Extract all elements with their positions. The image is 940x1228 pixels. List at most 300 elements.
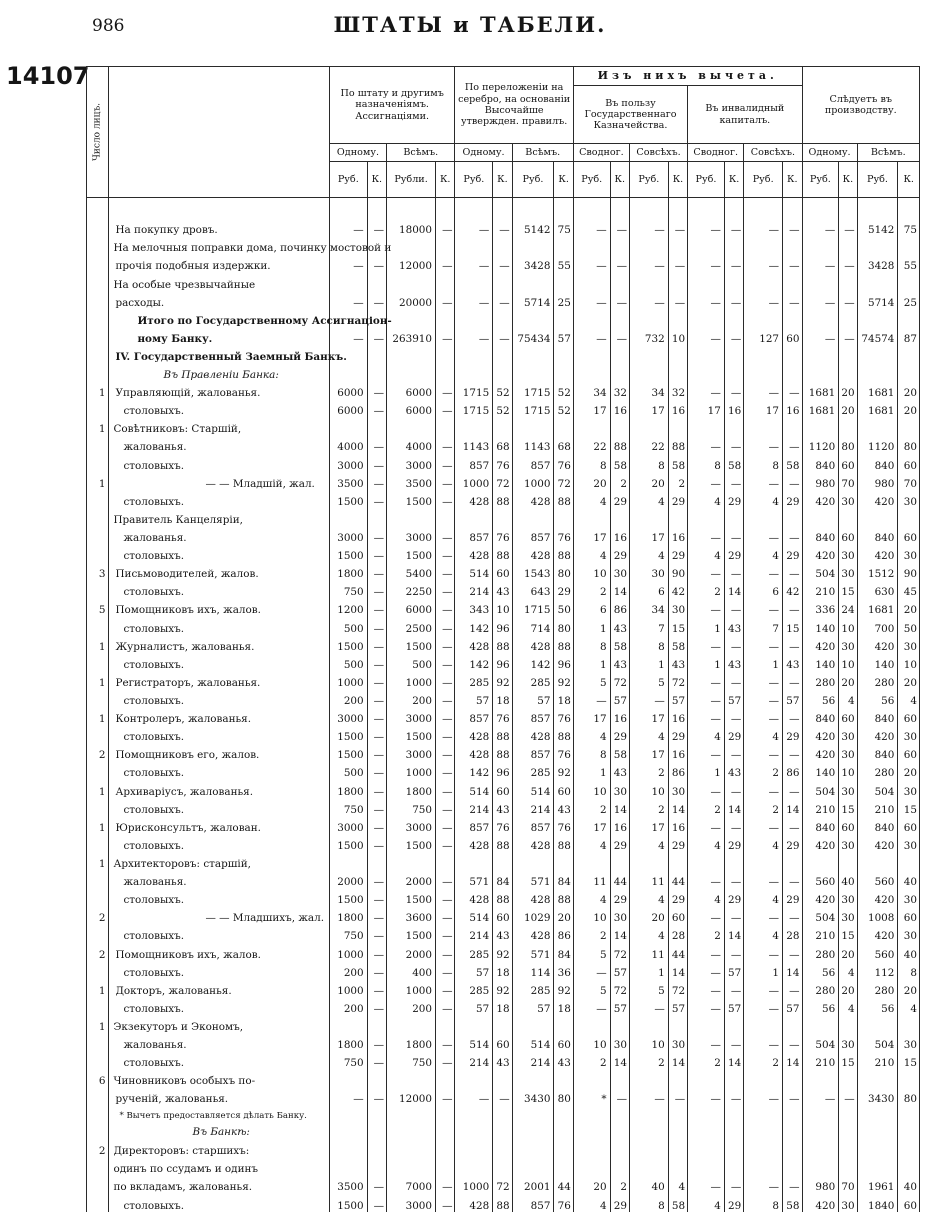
- rubles-cell: 22: [629, 436, 668, 454]
- rubles-cell: 1500: [387, 545, 436, 563]
- rubles-cell: 12000: [387, 255, 436, 273]
- rubles-cell: 112: [857, 961, 898, 979]
- kopecks-cell: [724, 345, 743, 363]
- kopecks-cell: 52: [493, 382, 512, 400]
- rubles-cell: [455, 1015, 493, 1033]
- kopecks-cell: 60: [493, 780, 512, 798]
- kopecks-cell: 20: [839, 382, 857, 400]
- rubles-cell: 428: [455, 490, 493, 508]
- kopecks-cell: 2: [610, 472, 629, 490]
- kopecks-cell: —: [724, 671, 743, 689]
- kopecks-cell: —: [367, 816, 386, 834]
- row-count: [87, 526, 109, 544]
- table-row: [87, 617, 920, 635]
- kopecks-cell: 70: [898, 472, 920, 490]
- table-row: [87, 798, 920, 816]
- rubles-cell: 420: [857, 545, 898, 563]
- kopecks-cell: 29: [610, 889, 629, 907]
- rubles-cell: —: [688, 291, 725, 309]
- rubles-cell: 420: [802, 635, 839, 653]
- rubles-cell: [387, 1070, 436, 1088]
- rubles-cell: 20: [573, 472, 610, 490]
- kopecks-cell: —: [367, 762, 386, 780]
- rubles-cell: 57: [455, 961, 493, 979]
- rubles-cell: —: [744, 870, 783, 888]
- kopecks-cell: —: [783, 635, 802, 653]
- rubles-cell: [857, 345, 898, 363]
- kopecks-cell: —: [668, 291, 687, 309]
- rubles-cell: [629, 1106, 668, 1121]
- rubles-cell: 1500: [329, 889, 367, 907]
- row-count: [87, 345, 109, 363]
- rubles-cell: 857: [512, 1193, 554, 1212]
- kopecks-cell: [724, 1106, 743, 1121]
- rubles-cell: —: [329, 1088, 367, 1106]
- kopecks-cell: [898, 345, 920, 363]
- kopecks-cell: 20: [839, 671, 857, 689]
- kopecks-cell: —: [367, 327, 386, 345]
- kopecks-cell: 87: [898, 327, 920, 345]
- rubles-cell: 428: [455, 744, 493, 762]
- rubles-cell: 2: [629, 762, 668, 780]
- row-description: столовыхъ.: [109, 889, 329, 907]
- rubles-cell: 1: [744, 961, 783, 979]
- rubles-cell: 420: [802, 726, 839, 744]
- rubles-cell: 2: [744, 1052, 783, 1070]
- rubles-cell: 750: [329, 581, 367, 599]
- kopecks-cell: 88: [554, 726, 573, 744]
- rubles-cell: 4: [688, 834, 725, 852]
- rubles-cell: —: [573, 961, 610, 979]
- kopecks-cell: —: [436, 907, 455, 925]
- kopecks-cell: 15: [783, 617, 802, 635]
- kopecks-cell: [554, 273, 573, 291]
- rubles-cell: 7: [744, 617, 783, 635]
- kopecks-cell: [724, 418, 743, 436]
- kopecks-cell: 14: [783, 798, 802, 816]
- unit-kop: К.: [554, 162, 573, 198]
- rubles-cell: 1715: [455, 400, 493, 418]
- kopecks-cell: 30: [898, 726, 920, 744]
- rubles-cell: 428: [512, 925, 554, 943]
- kopecks-cell: —: [724, 563, 743, 581]
- kopecks-cell: 28: [668, 925, 687, 943]
- unit-kop: К.: [493, 162, 512, 198]
- kopecks-cell: 20: [898, 400, 920, 418]
- rubles-cell: 714: [512, 617, 554, 635]
- kopecks-cell: 80: [898, 436, 920, 454]
- rubles-cell: 5714: [512, 291, 554, 309]
- rubles-cell: [744, 1015, 783, 1033]
- row-count: 1: [87, 1015, 109, 1033]
- row-description: столовыхъ.: [109, 1193, 329, 1212]
- kopecks-cell: 30: [898, 545, 920, 563]
- kopecks-cell: 88: [610, 436, 629, 454]
- kopecks-cell: [610, 418, 629, 436]
- kopecks-cell: 58: [610, 635, 629, 653]
- rubles-cell: [329, 1157, 367, 1175]
- rubles-cell: 4: [629, 726, 668, 744]
- kopecks-cell: 60: [898, 907, 920, 925]
- rubles-cell: 2: [688, 1052, 725, 1070]
- kopecks-cell: 60: [839, 816, 857, 834]
- kopecks-cell: [724, 508, 743, 526]
- table-row: [87, 1106, 920, 1121]
- rubles-cell: —: [688, 744, 725, 762]
- row-description: столовыхъ.: [109, 997, 329, 1015]
- rubles-cell: [329, 418, 367, 436]
- kopecks-cell: 29: [783, 490, 802, 508]
- rubles-cell: 142: [455, 653, 493, 671]
- rubles-cell: 1000: [329, 671, 367, 689]
- kopecks-cell: —: [436, 816, 455, 834]
- kopecks-cell: 58: [610, 744, 629, 762]
- kopecks-cell: 10: [493, 599, 512, 617]
- rubles-cell: 1543: [512, 563, 554, 581]
- kopecks-cell: 14: [610, 798, 629, 816]
- kopecks-cell: —: [367, 780, 386, 798]
- kopecks-cell: [783, 852, 802, 870]
- kopecks-cell: [839, 345, 857, 363]
- rubles-cell: 504: [857, 1033, 898, 1051]
- rubles-cell: —: [629, 255, 668, 273]
- table-row: [87, 309, 920, 327]
- unit-rub: Руб.: [512, 162, 554, 198]
- row-count: [87, 291, 109, 309]
- kopecks-cell: 44: [668, 943, 687, 961]
- kopecks-cell: —: [724, 198, 743, 237]
- rubles-cell: 1: [629, 961, 668, 979]
- row-description: Совѣтниковъ: Старшій,: [109, 418, 329, 436]
- row-description: столовыхъ.: [109, 617, 329, 635]
- kopecks-cell: [783, 508, 802, 526]
- rubles-cell: —: [688, 472, 725, 490]
- kopecks-cell: —: [367, 744, 386, 762]
- rubles-cell: [455, 508, 493, 526]
- rubles-cell: [387, 1106, 436, 1121]
- kopecks-cell: —: [436, 1175, 455, 1193]
- kopecks-cell: 43: [724, 653, 743, 671]
- table-body: [87, 198, 920, 1213]
- kopecks-cell: —: [436, 545, 455, 563]
- kopecks-cell: 43: [668, 653, 687, 671]
- kopecks-cell: —: [436, 943, 455, 961]
- kopecks-cell: 96: [554, 653, 573, 671]
- rubles-cell: [573, 273, 610, 291]
- row-count: [87, 925, 109, 943]
- kopecks-cell: [668, 1139, 687, 1157]
- kopecks-cell: 29: [668, 889, 687, 907]
- rubles-cell: [512, 852, 554, 870]
- rubles-cell: [387, 1139, 436, 1157]
- table-row: [87, 291, 920, 309]
- rubles-cell: —: [629, 997, 668, 1015]
- kopecks-cell: [436, 345, 455, 363]
- rubles-cell: —: [744, 943, 783, 961]
- row-count: 1: [87, 780, 109, 798]
- rubles-cell: 3000: [387, 816, 436, 834]
- kopecks-cell: [783, 1015, 802, 1033]
- rubles-cell: 2: [573, 925, 610, 943]
- kopecks-cell: 30: [839, 635, 857, 653]
- rubles-cell: [512, 1139, 554, 1157]
- rubles-cell: [857, 1139, 898, 1157]
- kopecks-cell: [898, 1157, 920, 1175]
- row-count: [87, 545, 109, 563]
- rubles-cell: 1500: [387, 889, 436, 907]
- kopecks-cell: —: [783, 780, 802, 798]
- rubles-cell: [744, 1121, 783, 1139]
- kopecks-cell: —: [367, 1193, 386, 1212]
- rubles-cell: [629, 1139, 668, 1157]
- rubles-cell: [802, 363, 839, 381]
- kopecks-cell: —: [367, 255, 386, 273]
- table-row: [87, 653, 920, 671]
- kopecks-cell: [493, 508, 512, 526]
- kopecks-cell: 4: [839, 961, 857, 979]
- table-row: [87, 1070, 920, 1088]
- rubles-cell: 20000: [387, 291, 436, 309]
- rubles-cell: 4: [688, 490, 725, 508]
- kopecks-cell: [554, 1070, 573, 1088]
- kopecks-cell: [493, 1139, 512, 1157]
- row-count: 2: [87, 907, 109, 925]
- unit-kop: К.: [436, 162, 455, 198]
- kopecks-cell: 88: [493, 635, 512, 653]
- kopecks-cell: 44: [668, 870, 687, 888]
- rubles-cell: [455, 418, 493, 436]
- kopecks-cell: 92: [554, 671, 573, 689]
- kopecks-cell: [367, 273, 386, 291]
- rubles-cell: 57: [455, 997, 493, 1015]
- rubles-cell: [688, 345, 725, 363]
- rubles-cell: 504: [802, 1033, 839, 1051]
- rubles-cell: 500: [329, 762, 367, 780]
- kopecks-cell: 43: [610, 762, 629, 780]
- kopecks-cell: —: [783, 907, 802, 925]
- rubles-cell: 2000: [387, 943, 436, 961]
- rubles-cell: [387, 508, 436, 526]
- rubles-cell: 504: [802, 780, 839, 798]
- kopecks-cell: 60: [668, 907, 687, 925]
- rubles-cell: [573, 852, 610, 870]
- rubles-cell: [688, 273, 725, 291]
- rubles-cell: 1715: [512, 599, 554, 617]
- rubles-cell: —: [688, 997, 725, 1015]
- row-count: 1: [87, 635, 109, 653]
- rubles-cell: 140: [802, 653, 839, 671]
- rubles-cell: 8: [744, 1193, 783, 1212]
- kopecks-cell: —: [367, 689, 386, 707]
- kopecks-cell: [610, 1015, 629, 1033]
- kopecks-cell: [493, 1106, 512, 1121]
- kopecks-cell: 96: [493, 762, 512, 780]
- rubles-cell: 280: [857, 762, 898, 780]
- kopecks-cell: 15: [668, 617, 687, 635]
- row-description: столовыхъ.: [109, 689, 329, 707]
- rubles-cell: 6000: [329, 400, 367, 418]
- header-treasury: Въ пользу Государственнаго Казначейства.: [574, 86, 688, 143]
- kopecks-cell: —: [493, 327, 512, 345]
- table-row: [87, 689, 920, 707]
- row-description: столовыхъ.: [109, 762, 329, 780]
- rubles-cell: 4: [629, 490, 668, 508]
- kopecks-cell: [493, 237, 512, 255]
- rubles-cell: [802, 345, 839, 363]
- table-row: [87, 961, 920, 979]
- rubles-cell: 857: [512, 744, 554, 762]
- row-description: столовыхъ.: [109, 653, 329, 671]
- rubles-cell: 4: [688, 545, 725, 563]
- sub-odnomu: Одному.: [455, 144, 512, 162]
- kopecks-cell: [724, 852, 743, 870]
- rubles-cell: 4: [573, 545, 610, 563]
- row-description: Помощниковъ ихъ, жалов.: [109, 599, 329, 617]
- rubles-cell: 40: [629, 1175, 668, 1193]
- kopecks-cell: —: [367, 563, 386, 581]
- unit-kop: К.: [668, 162, 687, 198]
- row-description: столовыхъ.: [109, 490, 329, 508]
- kopecks-cell: 16: [668, 526, 687, 544]
- kopecks-cell: —: [436, 327, 455, 345]
- kopecks-cell: 57: [668, 689, 687, 707]
- rubles-cell: [387, 363, 436, 381]
- kopecks-cell: —: [367, 834, 386, 852]
- kopecks-cell: 25: [898, 291, 920, 309]
- rubles-cell: [629, 852, 668, 870]
- kopecks-cell: 20: [898, 671, 920, 689]
- kopecks-cell: 84: [493, 870, 512, 888]
- kopecks-cell: [367, 1121, 386, 1139]
- row-description: столовыхъ.: [109, 545, 329, 563]
- rubles-cell: [512, 1070, 554, 1088]
- rubles-cell: 500: [329, 653, 367, 671]
- kopecks-cell: [436, 309, 455, 327]
- kopecks-cell: 43: [493, 925, 512, 943]
- rubles-cell: 514: [455, 780, 493, 798]
- kopecks-cell: 72: [610, 979, 629, 997]
- kopecks-cell: 32: [610, 382, 629, 400]
- kopecks-cell: —: [436, 472, 455, 490]
- kopecks-cell: —: [367, 671, 386, 689]
- kopecks-cell: —: [367, 490, 386, 508]
- kopecks-cell: [839, 508, 857, 526]
- kopecks-cell: 70: [839, 472, 857, 490]
- row-count: [87, 617, 109, 635]
- kopecks-cell: —: [610, 327, 629, 345]
- row-description: Контролеръ, жалованья.: [109, 708, 329, 726]
- kopecks-cell: 60: [839, 708, 857, 726]
- kopecks-cell: —: [783, 526, 802, 544]
- kopecks-cell: 43: [493, 1052, 512, 1070]
- rubles-cell: 1000: [329, 943, 367, 961]
- kopecks-cell: —: [436, 454, 455, 472]
- kopecks-cell: 14: [668, 961, 687, 979]
- kopecks-cell: 88: [554, 889, 573, 907]
- kopecks-cell: 18: [493, 961, 512, 979]
- rubles-cell: [744, 363, 783, 381]
- kopecks-cell: 68: [554, 436, 573, 454]
- rubles-cell: 840: [857, 526, 898, 544]
- unit-rub: Руб.: [857, 162, 898, 198]
- kopecks-cell: 60: [554, 1033, 573, 1051]
- rubles-cell: 75434: [512, 327, 554, 345]
- rubles-cell: 732: [629, 327, 668, 345]
- kopecks-cell: 50: [898, 617, 920, 635]
- kopecks-cell: [839, 273, 857, 291]
- rubles-cell: 420: [802, 1193, 839, 1212]
- kopecks-cell: —: [493, 1088, 512, 1106]
- kopecks-cell: [436, 1139, 455, 1157]
- kopecks-cell: —: [783, 979, 802, 997]
- kopecks-cell: —: [436, 997, 455, 1015]
- table-row: [87, 889, 920, 907]
- kopecks-cell: [668, 1106, 687, 1121]
- kopecks-cell: 58: [668, 454, 687, 472]
- rubles-cell: [802, 273, 839, 291]
- rubles-cell: 500: [329, 617, 367, 635]
- row-count: [87, 436, 109, 454]
- kopecks-cell: 57: [668, 997, 687, 1015]
- rubles-cell: 7: [629, 617, 668, 635]
- rubles-cell: 280: [802, 671, 839, 689]
- kopecks-cell: 76: [554, 1193, 573, 1212]
- unit-kop: К.: [610, 162, 629, 198]
- kopecks-cell: [724, 273, 743, 291]
- rubles-cell: 420: [857, 889, 898, 907]
- kopecks-cell: —: [724, 526, 743, 544]
- kopecks-cell: [724, 1121, 743, 1139]
- rubles-cell: [455, 1121, 493, 1139]
- row-count: 5: [87, 599, 109, 617]
- kopecks-cell: [783, 345, 802, 363]
- kopecks-cell: —: [668, 198, 687, 237]
- rubles-cell: 1715: [512, 382, 554, 400]
- kopecks-cell: 10: [839, 762, 857, 780]
- kopecks-cell: [493, 1157, 512, 1175]
- kopecks-cell: 4: [668, 1175, 687, 1193]
- kopecks-cell: 29: [724, 490, 743, 508]
- rubles-cell: [629, 273, 668, 291]
- kopecks-cell: 72: [610, 943, 629, 961]
- kopecks-cell: [839, 309, 857, 327]
- row-count: [87, 1106, 109, 1121]
- row-description: Экзекуторъ и Экономъ,: [109, 1015, 329, 1033]
- row-description: столовыхъ.: [109, 400, 329, 418]
- row-count: [87, 1175, 109, 1193]
- header-invalid-fund: Въ инвалидный капиталъ.: [705, 103, 785, 126]
- kopecks-cell: —: [783, 436, 802, 454]
- rubles-cell: [512, 508, 554, 526]
- kopecks-cell: [724, 1157, 743, 1175]
- rubles-cell: [857, 309, 898, 327]
- row-count: 1: [87, 472, 109, 490]
- rubles-cell: 1800: [329, 1033, 367, 1051]
- rubles-cell: [802, 237, 839, 255]
- table-row: [87, 198, 920, 237]
- rubles-cell: 840: [857, 454, 898, 472]
- rubles-cell: [802, 1106, 839, 1121]
- rubles-cell: [387, 1121, 436, 1139]
- kopecks-cell: [668, 345, 687, 363]
- kopecks-cell: [898, 273, 920, 291]
- rubles-cell: [802, 1121, 839, 1139]
- kopecks-cell: 58: [668, 1193, 687, 1212]
- kopecks-cell: [436, 418, 455, 436]
- kopecks-cell: 29: [554, 581, 573, 599]
- kopecks-cell: —: [367, 889, 386, 907]
- rubles-cell: [857, 1070, 898, 1088]
